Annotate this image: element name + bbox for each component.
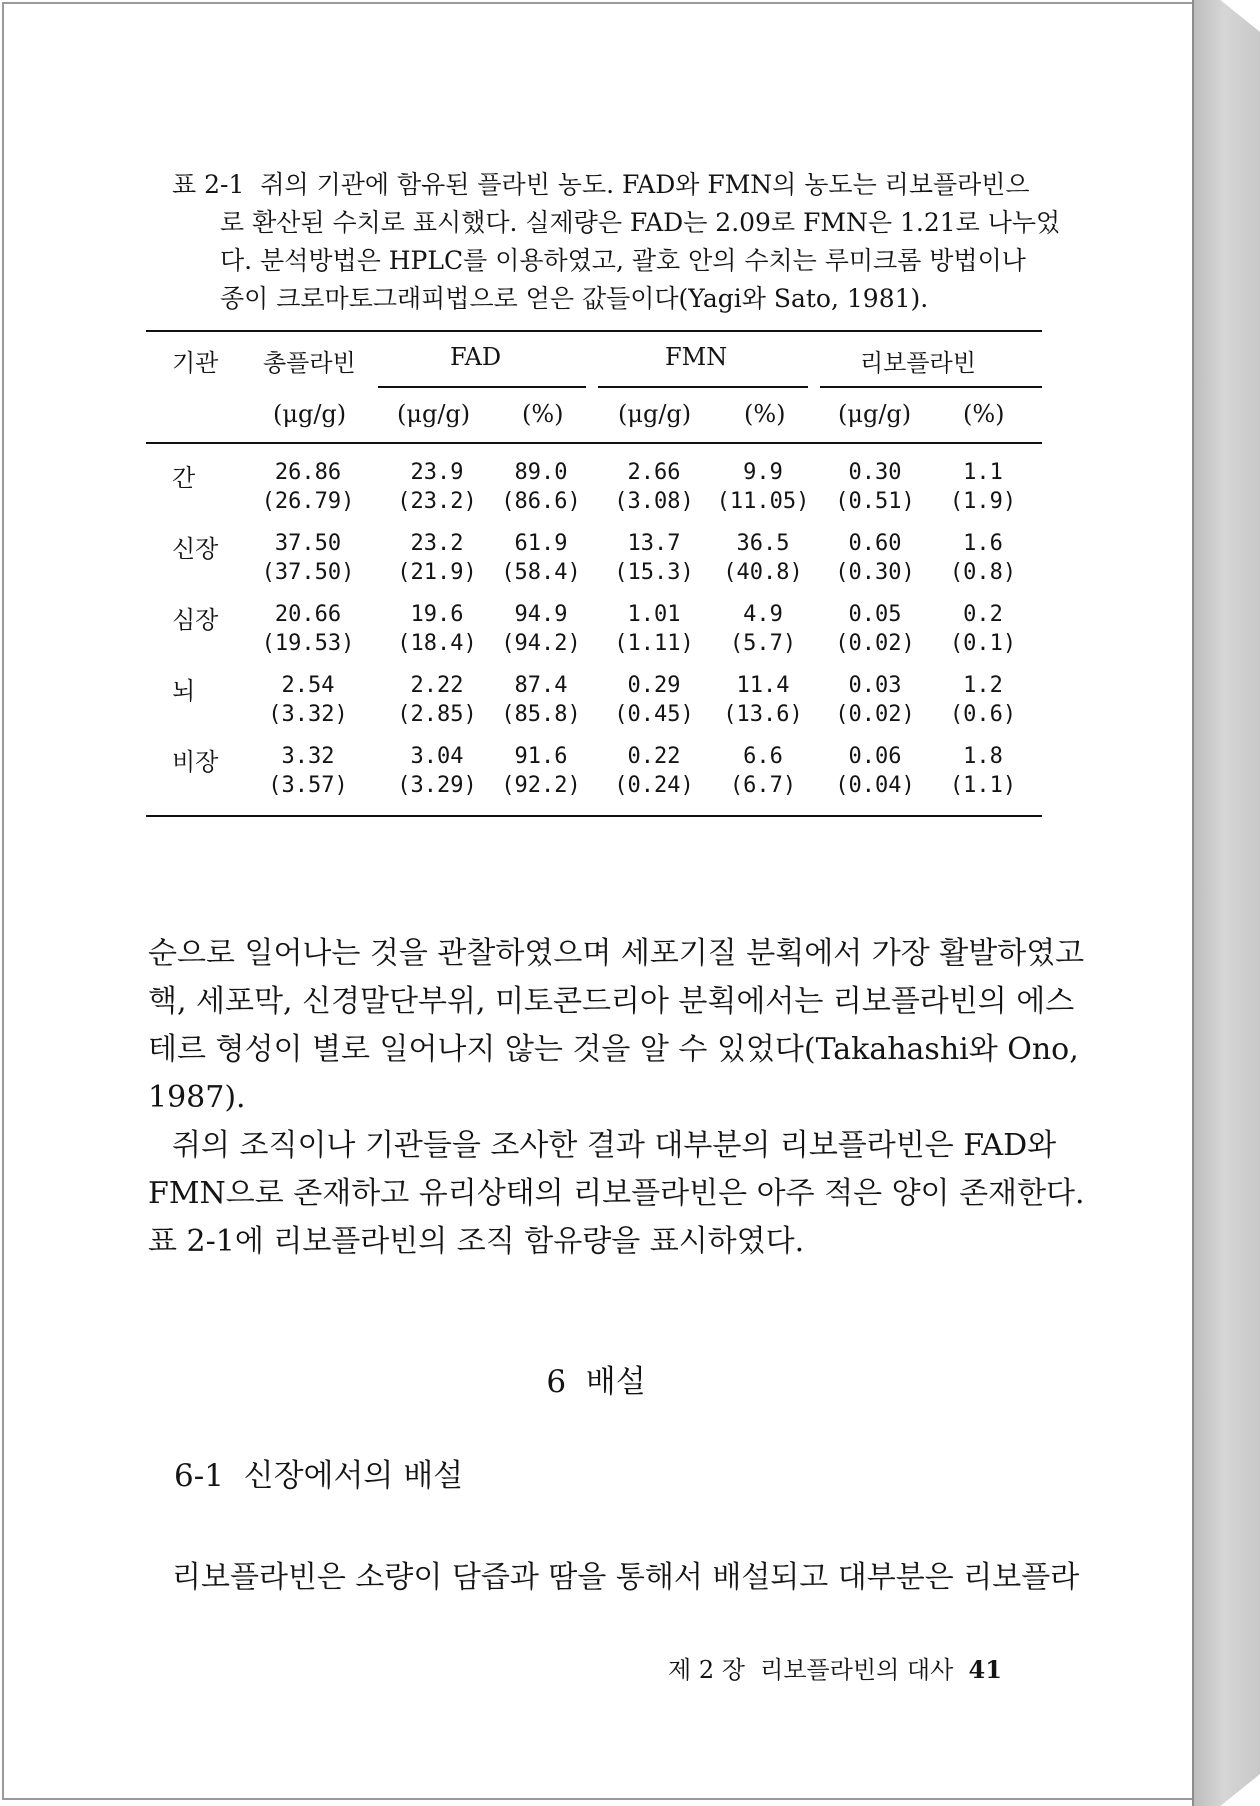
table-cell-value: 3.04 — [410, 744, 464, 769]
table-cell-value: 94.9 — [514, 602, 568, 627]
header-total-flavin: 총플라빈 — [263, 349, 356, 377]
table-cell-value: 3.32 — [281, 744, 335, 769]
table-rule-riboflavin — [820, 386, 1042, 388]
header-fmn: FMN — [665, 343, 728, 371]
table-cell-alt-value: (5.7) — [729, 631, 797, 656]
table-cell-value: 2.66 — [627, 460, 681, 485]
table-cell-value: 1.2 — [963, 673, 1003, 698]
table-cell-alt-value: (0.51) — [835, 489, 915, 514]
table-cell-alt-value: (1.11) — [614, 631, 694, 656]
table-cell-value: 91.6 — [514, 744, 568, 769]
table-rule-top — [146, 330, 1042, 332]
paragraph-3 — [172, 1554, 1080, 1602]
table-cell-value: 26.86 — [274, 460, 342, 485]
caption-label: 표 2-1 — [172, 170, 245, 199]
table-cell-alt-value: (3.57) — [268, 773, 348, 798]
table-cell-value: 89.0 — [514, 460, 568, 485]
caption-line-2: 로 환산된 수치로 표시했다. 실제량은 FAD는 2.09로 FMN은 1.21로 나누었 — [220, 208, 1061, 237]
table-cell-alt-value: (18.4) — [397, 631, 477, 656]
footer-chapter-title: 리보플라빈의 대사 — [760, 1656, 954, 1684]
table-rule-fad — [378, 386, 586, 388]
table-cell-value: 1.01 — [627, 602, 681, 627]
table-cell-alt-value: (85.8) — [501, 702, 581, 727]
section-heading: 배설 — [585, 1364, 646, 1400]
header-organ: 기관 — [172, 349, 219, 377]
unit-total: (μg/g) — [273, 400, 347, 428]
table-cell-alt-value: (3.29) — [397, 773, 477, 798]
table-cell-value: 2.54 — [281, 673, 335, 698]
subsection-number: 6-1 — [174, 1458, 224, 1494]
table-cell-organ: 뇌 — [172, 677, 196, 705]
table-cell-organ: 심장 — [172, 606, 219, 634]
table-cell-value: 0.29 — [627, 673, 681, 698]
table-cell-alt-value: (6.7) — [729, 773, 797, 798]
paragraph-1 — [148, 930, 1085, 1122]
table-cell-organ: 신장 — [172, 535, 219, 563]
section-number: 6 — [546, 1364, 567, 1400]
table-cell-value: 20.66 — [274, 602, 342, 627]
table-cell-alt-value: (23.2) — [397, 489, 477, 514]
table-cell-alt-value: (58.4) — [501, 560, 581, 585]
table-cell-alt-value: (0.1) — [949, 631, 1017, 656]
table-cell-value: 23.9 — [410, 460, 464, 485]
table-cell-value: 13.7 — [627, 531, 681, 556]
section-title — [0, 1356, 1192, 1401]
table-cell-organ: 간 — [172, 464, 196, 492]
table-cell-value: 0.03 — [848, 673, 902, 698]
table-cell-value: 0.05 — [848, 602, 902, 627]
table-cell-value: 6.6 — [743, 744, 783, 769]
table-cell-alt-value: (2.85) — [397, 702, 477, 727]
caption-line-3: 다. 분석방법은 HPLC를 이용하였고, 괄호 안의 수치는 루미크롬 방법이나 — [220, 246, 1026, 275]
paragraph-1-line: 1987). — [148, 1080, 246, 1115]
table-cell-value: 23.2 — [410, 531, 464, 556]
table-cell-organ: 비장 — [172, 748, 219, 776]
unit-ribo-pct: (%) — [963, 400, 1005, 428]
paragraph-2-line: 쥐의 조직이나 기관들을 조사한 결과 대부분의 리보플라빈은 FAD와 — [172, 1128, 1057, 1163]
table-cell-value: 37.50 — [274, 531, 342, 556]
table-rule-header — [146, 442, 1042, 444]
paragraph-2-line: FMN으로 존재하고 유리상태의 리보플라빈은 아주 적은 양이 존재한다. — [148, 1176, 1085, 1211]
table-cell-value: 0.22 — [627, 744, 681, 769]
table-cell-value: 1.1 — [963, 460, 1003, 485]
table-cell-value: 11.4 — [736, 673, 790, 698]
table-cell-value: 0.60 — [848, 531, 902, 556]
caption-line-1: 표 2-1 쥐의 기관에 함유된 플라빈 농도. FAD와 FMN의 농도는 리보플라빈으 — [172, 170, 1030, 199]
table-cell-value: 0.2 — [963, 602, 1003, 627]
table-cell-alt-value: (0.30) — [835, 560, 915, 585]
table-cell-value: 1.8 — [963, 744, 1003, 769]
table-cell-alt-value: (0.04) — [835, 773, 915, 798]
table-cell-value: 19.6 — [410, 602, 464, 627]
table-cell-alt-value: (3.32) — [268, 702, 348, 727]
unit-ribo-ug: (μg/g) — [838, 400, 912, 428]
unit-fmn-pct: (%) — [744, 400, 786, 428]
table-rule-bottom — [146, 815, 1042, 817]
table-cell-alt-value: (92.2) — [501, 773, 581, 798]
header-riboflavin: 리보플라빈 — [860, 349, 976, 377]
table-cell-value: 36.5 — [736, 531, 790, 556]
table-cell-value: 61.9 — [514, 531, 568, 556]
table-cell-value: 2.22 — [410, 673, 464, 698]
paragraph-3-line: 리보플라빈은 소량이 담즙과 땀을 통해서 배설되고 대부분은 리보플라 — [172, 1560, 1080, 1595]
table-cell-alt-value: (40.8) — [723, 560, 803, 585]
table-cell-value: 0.06 — [848, 744, 902, 769]
page-footer — [668, 1650, 1002, 1685]
table-cell-alt-value: (3.08) — [614, 489, 694, 514]
table-cell-alt-value: (13.6) — [723, 702, 803, 727]
table-cell-alt-value: (21.9) — [397, 560, 477, 585]
footer-chapter: 제 2 장 — [668, 1656, 745, 1684]
table-cell-value: 1.6 — [963, 531, 1003, 556]
header-fad: FAD — [450, 343, 502, 371]
table-cell-alt-value: (1.9) — [949, 489, 1017, 514]
paragraph-1-line: 테르 형성이 별로 일어나지 않는 것을 알 수 있었다(Takahashi와 Ono, — [148, 1032, 1079, 1067]
table-cell-alt-value: (0.02) — [835, 702, 915, 727]
table-cell-alt-value: (86.6) — [501, 489, 581, 514]
table-cell-alt-value: (11.05) — [716, 489, 810, 514]
table-cell-alt-value: (94.2) — [501, 631, 581, 656]
table-cell-value: 0.30 — [848, 460, 902, 485]
table-cell-value: 4.9 — [743, 602, 783, 627]
table-cell-alt-value: (1.1) — [949, 773, 1017, 798]
table-cell-alt-value: (37.50) — [261, 560, 355, 585]
table-rule-fmn — [598, 386, 808, 388]
table-cell-alt-value: (0.8) — [949, 560, 1017, 585]
subsection-heading: 신장에서의 배설 — [243, 1458, 464, 1494]
paragraph-2 — [148, 1122, 1085, 1266]
unit-fad-pct: (%) — [522, 400, 564, 428]
table-caption — [172, 166, 1061, 318]
table-cell-alt-value: (0.02) — [835, 631, 915, 656]
table-cell-alt-value: (26.79) — [261, 489, 355, 514]
subsection-title — [174, 1450, 463, 1495]
table-cell-alt-value: (19.53) — [261, 631, 355, 656]
table-cell-alt-value: (0.24) — [614, 773, 694, 798]
table-cell-alt-value: (0.45) — [614, 702, 694, 727]
unit-fmn-ug: (μg/g) — [618, 400, 692, 428]
paragraph-1-line: 핵, 세포막, 신경말단부위, 미토콘드리아 분획에서는 리보플라빈의 에스 — [148, 984, 1075, 1019]
table-cell-value: 9.9 — [743, 460, 783, 485]
paragraph-1-line: 순으로 일어나는 것을 관찰하였으며 세포기질 분획에서 가장 활발하였고 — [148, 936, 1085, 971]
table-cell-alt-value: (0.6) — [949, 702, 1017, 727]
unit-fad-ug: (μg/g) — [397, 400, 471, 428]
page-side-shadow — [1194, 0, 1260, 1806]
table-cell-value: 87.4 — [514, 673, 568, 698]
caption-line-4: 종이 크로마토그래피법으로 얻은 값들이다(Yagi와 Sato, 1981). — [220, 284, 929, 313]
table-cell-alt-value: (15.3) — [614, 560, 694, 585]
footer-page-number: 41 — [968, 1655, 1002, 1684]
paragraph-2-line: 표 2-1에 리보플라빈의 조직 함유량을 표시하였다. — [148, 1224, 805, 1259]
